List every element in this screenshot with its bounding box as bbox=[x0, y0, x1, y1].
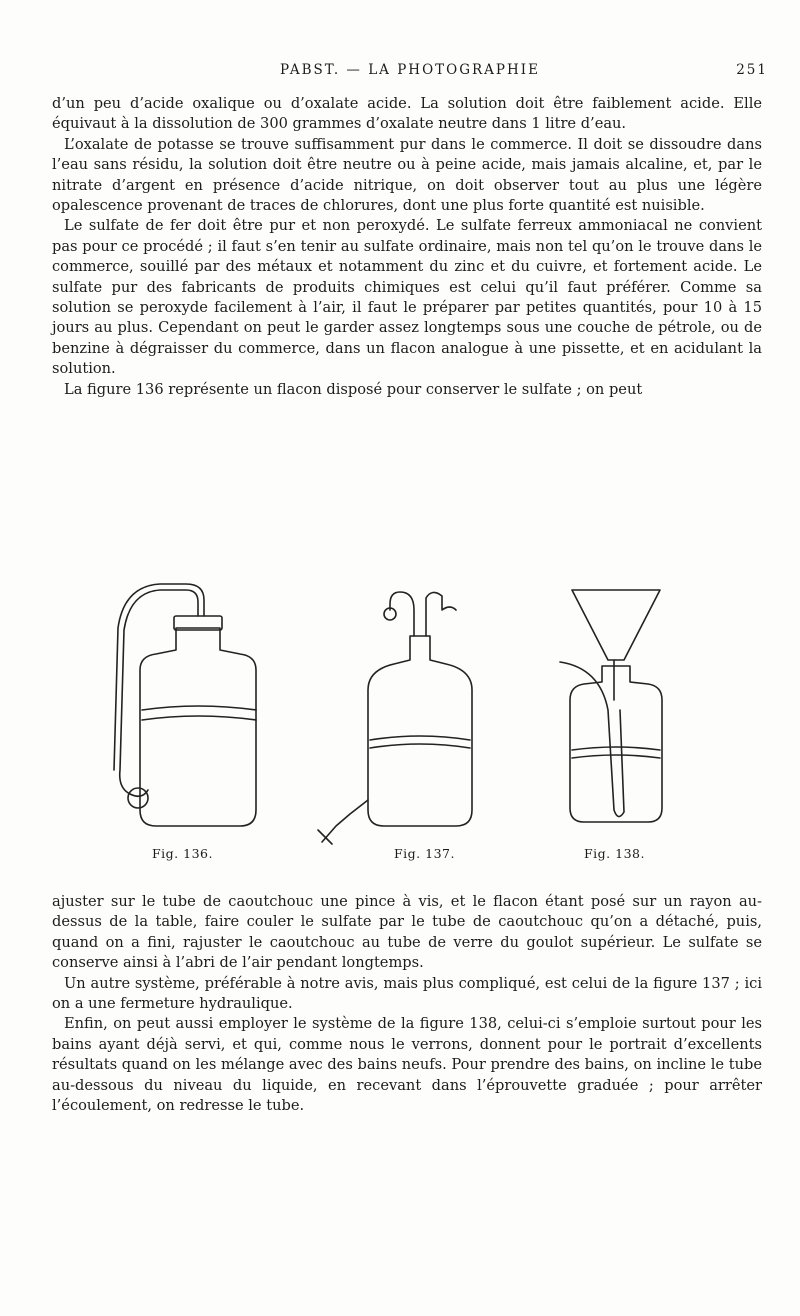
paragraph: Un autre système, préférable à notre avis, mais plus compliqué, est celui de la figure 137 ; ici on a une fermeture hydraulique. bbox=[52, 974, 762, 1013]
fig136-bottle-drawing bbox=[114, 584, 256, 826]
fig137-caption: Fig. 137. bbox=[394, 846, 455, 861]
fig138-caption: Fig. 138. bbox=[584, 846, 645, 861]
running-header bbox=[52, 62, 768, 84]
fig138-bottle-drawing bbox=[560, 590, 662, 822]
paragraph: ajuster sur le tube de caoutchouc une pince à vis, et le flacon étant posé sur un rayon au-dessus de la table, faire couler le sulfate par le tube de caoutchouc qu’on a détaché, puis, quand on a fini, rajuster le caoutchouc au tube de verre du goulot supérieur. Le sulfate se conserve ainsi à l’abri de l’air pendant longtemps. bbox=[52, 893, 762, 972]
paragraph: d’un peu d’acide oxalique ou d’oxalate acide. La solution doit être faiblement acide. Elle équivaut à la dissolution de 300 grammes d’oxalate neutre dans 1 litre d’eau. bbox=[52, 95, 762, 133]
text-block-bottom bbox=[52, 892, 762, 1116]
paragraph: Le sulfate de fer doit être pur et non peroxydé. Le sulfate ferreux ammoniacal ne convient pas pour ce procédé ; il faut s’en tenir au sulfate ordinaire, mais non tel qu’on le trouve dans le commerce, souillé par des métaux et notamment du zinc et du cuivre, et fortement acide. Le sulfate pur des fabricants de produits chimiques est celui qu’il faut préférer. Comme sa solution se peroxyde facilement à l’air, il faut le préparer par petites quantités, pour 10 à 15 jours au plus. Cependant on peut le garder assez longtemps sous une couche de pétrole, ou de benzine à dégraisser du commerce, dans un flacon analogue à une pissette, et en acidulant la solution. bbox=[52, 217, 762, 378]
running-title: PABST. — LA PHOTOGRAPHIE bbox=[280, 62, 540, 78]
text-block-top bbox=[52, 94, 762, 400]
fig136-caption: Fig. 136. bbox=[152, 846, 213, 861]
fig137-bottle-drawing bbox=[318, 592, 472, 844]
figures-area bbox=[100, 570, 680, 870]
flask-illustrations bbox=[100, 570, 680, 870]
page-number: 251 bbox=[736, 62, 768, 78]
paragraph: Enfin, on peut aussi employer le système de la figure 138, celui-ci s’emploie surtout pour les bains ayant déjà servi, et qui, comme nous le verrons, donnent pour le portrait d’excellents résultats quand on les mélange avec des bains neufs. Pour prendre des bains, on incline le tube au-dessous du niveau du liquide, en recevant dans l’éprouvette graduée ; pour arrêter l’écoulement, on redresse le tube. bbox=[52, 1015, 762, 1115]
paragraph: L’oxalate de potasse se trouve suffisamment pur dans le commerce. Il doit se dissoudre dans l’eau sans résidu, la solution doit être neutre ou à peine acide, mais jamais alcaline, et, par le nitrate d’argent en présence d’acide nitrique, on doit observer tout au plus une légère opalescence provenant de traces de chlorures, dont une plus forte quantité est nuisible. bbox=[52, 135, 762, 215]
paragraph: La figure 136 représente un flacon disposé pour conserver le sulfate ; on peut bbox=[64, 380, 643, 398]
